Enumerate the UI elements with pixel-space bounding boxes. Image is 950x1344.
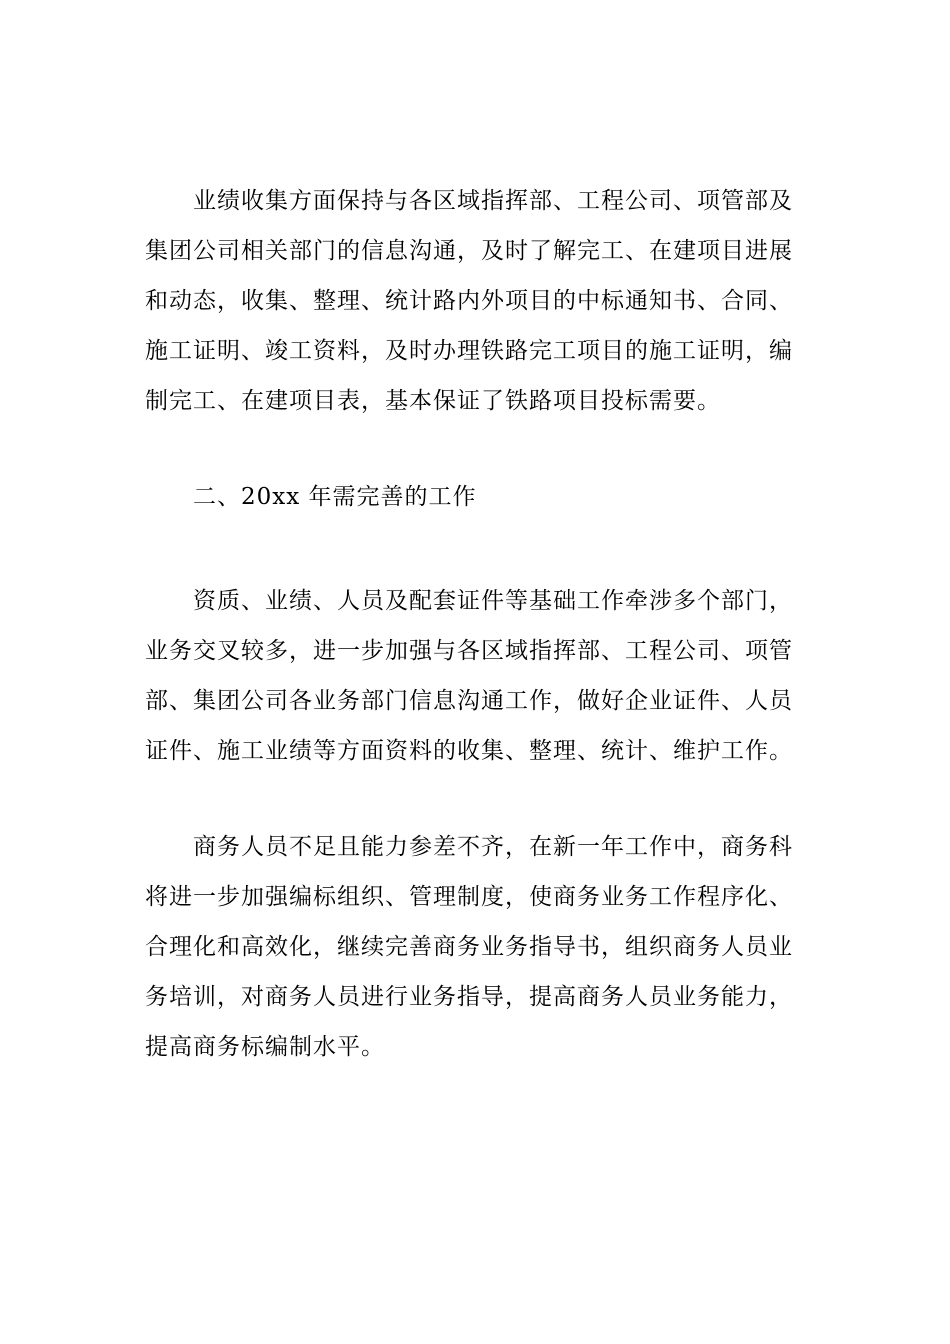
paragraph-qualification-work <box>145 576 810 776</box>
paragraph-line: 务培训，对商务人员进行业务指导，提高商务人员业务能力， <box>145 984 793 1010</box>
section-heading-text: 二、20xx 年需完善的工作 <box>193 484 477 510</box>
paragraph-line: 业绩收集方面保持与各区域指挥部、工程公司、项管部及 <box>193 188 793 214</box>
paragraph-line: 集团公司相关部门的信息沟通，及时了解完工、在建项目进展 <box>145 238 793 264</box>
paragraph-line: 将进一步加强编标组织、管理制度，使商务业务工作程序化、 <box>145 884 793 910</box>
paragraph-performance-collection <box>145 176 810 426</box>
paragraph-business-staff <box>145 822 810 1072</box>
section-heading <box>145 472 810 522</box>
paragraph-line: 提高商务标编制水平。 <box>145 1034 385 1060</box>
paragraph-line: 证件、施工业绩等方面资料的收集、整理、统计、维护工作。 <box>145 738 793 764</box>
paragraph-line: 制完工、在建项目表，基本保证了铁路项目投标需要。 <box>145 388 721 414</box>
paragraph-line: 业务交叉较多，进一步加强与各区域指挥部、工程公司、项管 <box>145 638 793 664</box>
paragraph-line: 施工证明、竣工资料，及时办理铁路完工项目的施工证明，编 <box>145 338 793 364</box>
paragraph-line: 合理化和高效化，继续完善商务业务指导书，组织商务人员业 <box>145 934 793 960</box>
paragraph-line: 资质、业绩、人员及配套证件等基础工作牵涉多个部门， <box>193 588 793 614</box>
paragraph-line: 商务人员不足且能力参差不齐，在新一年工作中，商务科 <box>193 834 793 860</box>
paragraph-line: 和动态，收集、整理、统计路内外项目的中标通知书、合同、 <box>145 288 793 314</box>
paragraph-line: 部、集团公司各业务部门信息沟通工作，做好企业证件、人员 <box>145 688 793 714</box>
